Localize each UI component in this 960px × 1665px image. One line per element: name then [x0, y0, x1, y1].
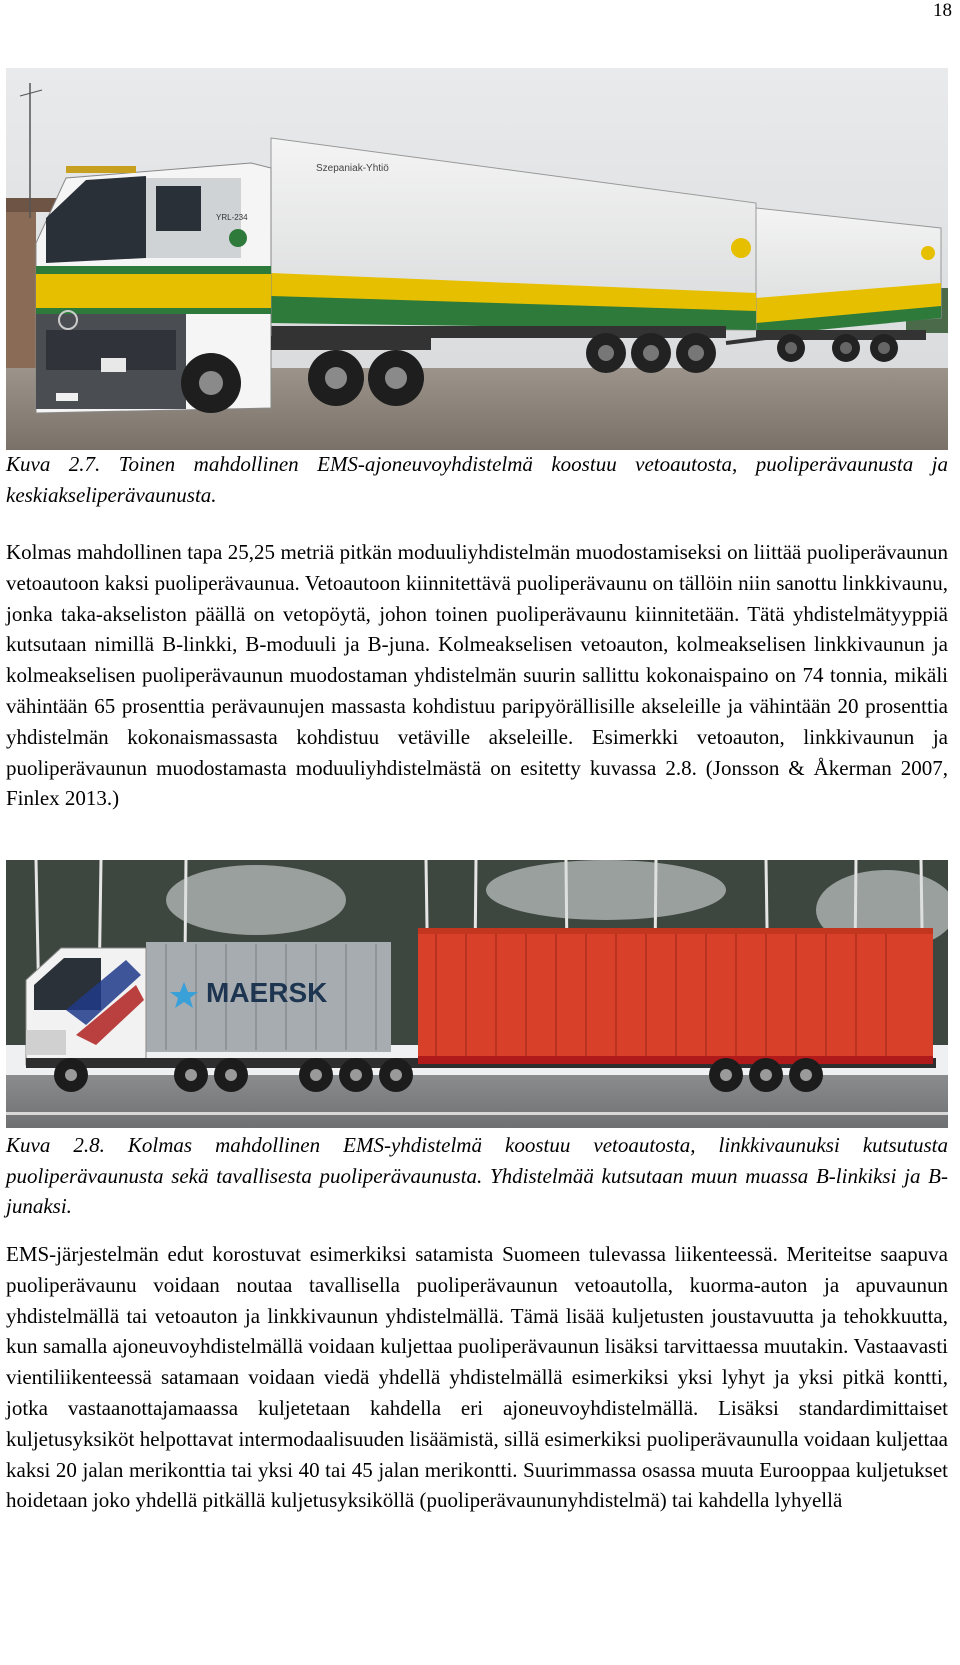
maersk-logo-text: MAERSK — [206, 977, 328, 1008]
trailer-brand-text: Szepaniak-Yhtiö — [316, 163, 389, 174]
figure-ems-truck-photo — [6, 68, 948, 450]
body-paragraph-2: EMS-järjestelmän edut korostuvat esimerkiksi satamista Suomeen tulevassa liikenteessä. Meriteitse saapuva puoliperävaunu voidaan noutaa tavallisella puoliperävaunun vetoautolla, kuorma-auton ja apuvaunun yhdistelmällä tai vetoauton ja linkkivaunun yhdistelmällä. Tämä lisää kuljetusten joustavuutta ja tehokkuutta, kun samalla ajoneuvoyhdistelmällä voidaan kuljettaa puoliperävaunun lisäksi tarvittaessa muutakin. Vastaavasti vientiliikenteessä satamaan voidaan viedä yhdellä yhdistelmällä esimerkiksi yksi lyhyt ja yksi pitkä kontti, jotka vastaanottajamaassa kuljetetaan kahdella eri ajoneuvoyhdistelmällä. Lisäksi standardimittaiset kuljetusyksiköt helpottavat intermodaalisuuden lisäämistä, sillä esimerkiksi puoliperävaunulla voidaan kuljettaa kaksi 20 jalan merikonttia tai yksi 40 tai 45 jalan merikontti. Suurimmassa osassa muuta Eurooppaa kuljetukset hoidetaan joko yhdellä pitkällä kuljetusyksiköllä (puoliperävaununyhdistelmä) tai kahdella lyhyellä — [6, 1242, 948, 1513]
b-link-photo-illustration — [6, 860, 948, 1128]
cab-code-text: YRL-234 — [216, 213, 248, 222]
figure-caption-2-8: Kuva 2.8. Kolmas mahdollinen EMS-yhdistelmä koostuu vetoautosta, linkkivaunuksi kutsutusta puoliperävaunusta sekä tavallisesta puoliperävaunusta. Yhdistelmää kutsutaan muun muassa B-linkiksi ja B-junaksi. — [6, 1133, 948, 1218]
body-paragraph-1: Kolmas mahdollinen tapa 25,25 metriä pitkän moduuliyhdistelmän muodostamiseksi on liittää puoliperävaunun vetoautoon kaksi puoliperävaunua. Vetoautoon kiinnitettävä puoliperävaunu on tällöin niin sanottu linkkivaunu, jonka taka-akseliston päällä on vetopöytä, johon toinen puoliperävaunu kiinnitetään. Tätä yhdistelmätyyppiä kutsutaan nimillä B-linkki, B-moduuli ja B-juna. Kolmeakselisen vetoauton, kolmeakselisen linkkivaunun ja kolmeakselisen puoliperävaunun muodostaman yhdistelmän suurin sallittu kokonaispaino on 74 tonnia, mikäli vähintään 65 prosenttia perävaunujen massasta kohdistuu paripyörällisille akseleille ja vähintään 20 prosenttia yhdistelmän kokonaismassasta kohdistuu vetäville akseleille. Esimerkki vetoauton, linkkivaunun ja puoliperävaunun muodostamasta moduuliyhdistelmästä on esitetty kuvassa 2.8. (Jonsson & Åkerman 2007, Finlex 2013.) — [6, 540, 948, 811]
figure-b-link-photo — [6, 860, 948, 1128]
page-number: 18 — [933, 0, 952, 21]
truck-photo-illustration — [6, 68, 948, 450]
figure-caption-2-7: Kuva 2.7. Toinen mahdollinen EMS-ajoneuvoyhdistelmä koostuu vetoautosta, puoliperävaunusta ja keskiakseliperävaunusta. — [6, 452, 948, 507]
